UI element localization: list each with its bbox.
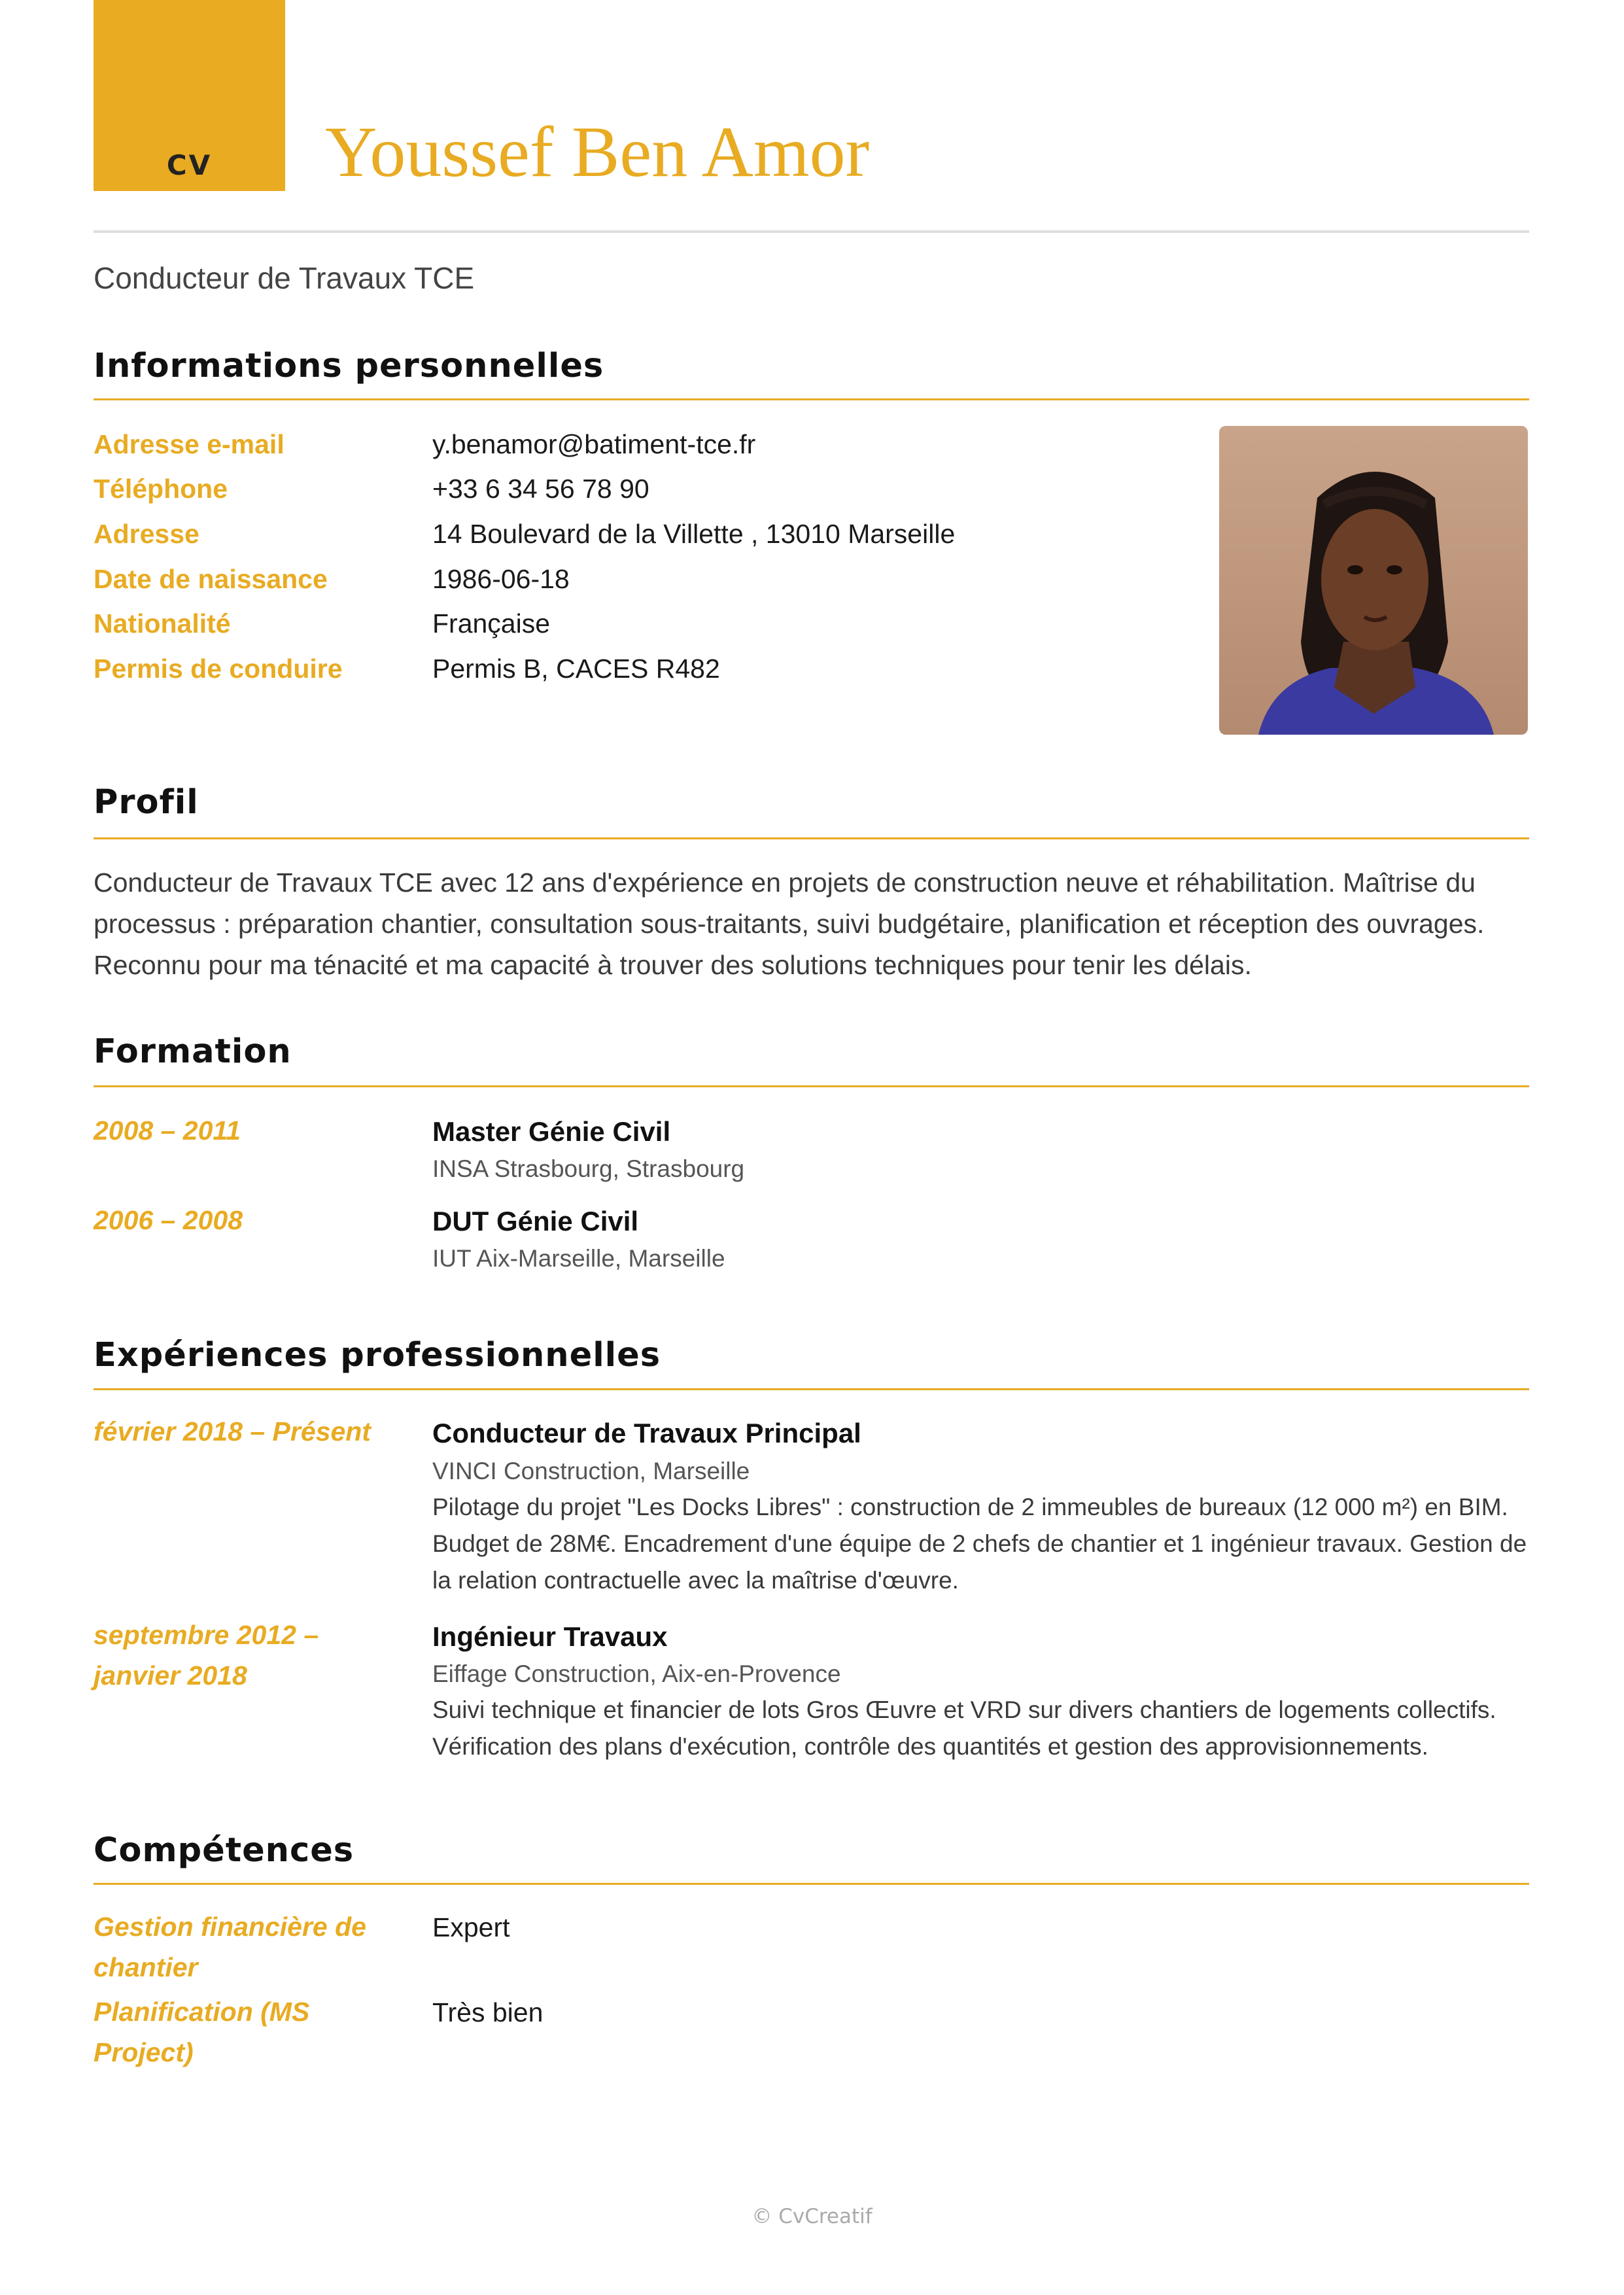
section-divider-profile (94, 837, 1529, 839)
section-title-experience: Expériences professionnelles (94, 1336, 661, 1375)
info-value-birthdate: 1986-06-18 (432, 564, 570, 594)
section-divider-education (94, 1085, 1529, 1087)
info-value-license: Permis B, CACES R482 (432, 654, 720, 684)
info-label-nationality: Nationalité (94, 608, 231, 639)
info-label-address: Adresse (94, 519, 199, 549)
info-label-phone: Téléphone (94, 474, 228, 504)
skill-level: Expert (432, 1912, 510, 1942)
skill-level: Très bien (432, 1997, 544, 2027)
job-title: Conducteur de Travaux TCE (94, 261, 475, 295)
profile-photo (1219, 426, 1528, 735)
profile-summary: Conducteur de Travaux TCE avec 12 ans d'expérience en projets de construction neuve et réhabilitation. Maîtrise du processus : préparation chantier, consultation sous-traitants, suivi budgétaire, planification et réception des ouvrages. Reconnu pour ma ténacité et ma capacité à trouver des solutions techniques pour tenir les délais. (94, 867, 1485, 980)
education-dates: 2006 – 2008 (94, 1205, 243, 1235)
section-divider-experience (94, 1388, 1529, 1390)
info-label-birthdate: Date de naissance (94, 564, 328, 594)
section-title-education: Formation (94, 1032, 292, 1071)
experience-description: Suivi technique et financier de lots Gros Œuvre et VRD sur divers chantiers de logements collectifs. Vérification des plans d'exécution, contrôle des quantités et gestion des approvisionnements. (432, 1696, 1496, 1760)
skill-name: Gestion financière de chantier (94, 1912, 366, 1982)
cv-badge-label: CV (166, 149, 213, 181)
education-school: INSA Strasbourg, Strasbourg (432, 1155, 745, 1182)
info-value-nationality: Française (432, 608, 551, 639)
header-divider (94, 230, 1529, 233)
experience-dates: février 2018 – Présent (94, 1416, 371, 1446)
section-title-profile: Profil (94, 783, 199, 822)
education-school: IUT Aix-Marseille, Marseille (432, 1245, 725, 1272)
info-value-phone: +33 6 34 56 78 90 (432, 474, 649, 504)
info-value-address: 14 Boulevard de la Villette , 13010 Marseille (432, 519, 956, 549)
experience-company: VINCI Construction, Marseille (432, 1458, 750, 1484)
info-label-license: Permis de conduire (94, 654, 343, 684)
candidate-name: Youssef Ben Amor (325, 112, 870, 192)
info-label-email: Adresse e-mail (94, 429, 285, 459)
education-dates: 2008 – 2011 (94, 1115, 241, 1146)
footer-credit: © CvCreatif (752, 2205, 872, 2228)
section-divider-personal (94, 398, 1529, 400)
info-value-email: y.benamor@batiment-tce.fr (432, 429, 756, 459)
education-degree: DUT Génie Civil (432, 1206, 639, 1236)
experience-role: Ingénieur Travaux (432, 1621, 668, 1652)
experience-dates: septembre 2012 – janvier 2018 (94, 1620, 319, 1691)
section-title-skills: Compétences (94, 1831, 354, 1870)
cv-badge (94, 0, 285, 191)
experience-role: Conducteur de Travaux Principal (432, 1418, 861, 1448)
section-title-personal: Informations personnelles (94, 347, 604, 385)
experience-company: Eiffage Construction, Aix-en-Provence (432, 1660, 841, 1687)
education-degree: Master Génie Civil (432, 1116, 671, 1147)
experience-description: Pilotage du projet "Les Docks Libres" : construction de 2 immeubles de bureaux (12 000 m²) en BIM. Budget de 28M€. Encadrement d'une équipe de 2 chefs de chantier et 1 ingénieur travaux. Gestion de la relation contractuelle avec la maîtrise d'œuvre. (432, 1494, 1527, 1594)
skill-name: Planification (MS Project) (94, 1997, 310, 2067)
section-divider-skills (94, 1883, 1529, 1885)
